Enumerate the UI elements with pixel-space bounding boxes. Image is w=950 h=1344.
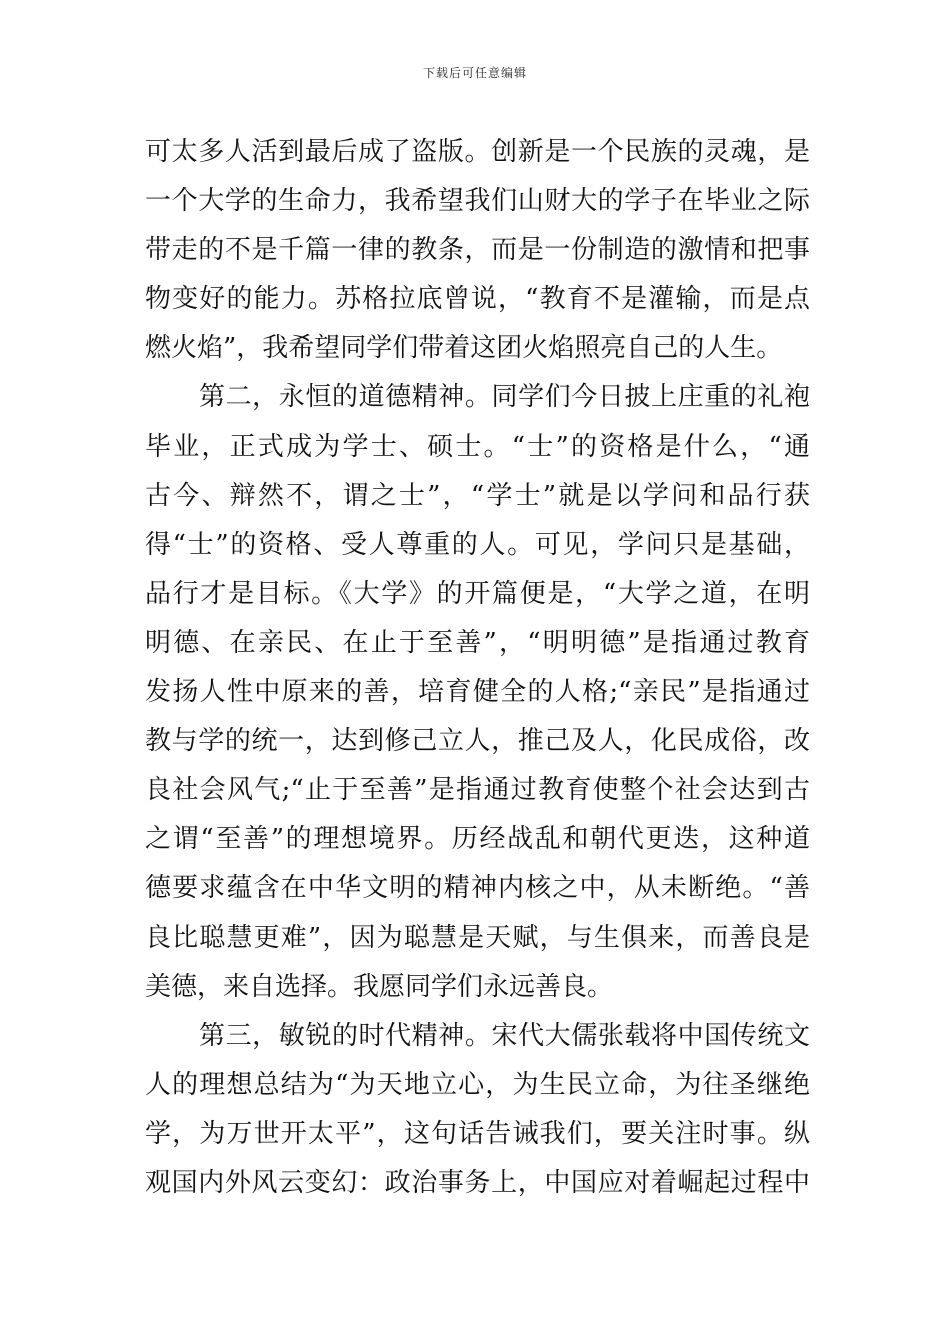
text-line: 观国内外风云变幻：政治事务上，中国应对着崛起过程中: [145, 1167, 810, 1198]
text-line: 之谓“至善”的理想境界。历经战乱和朝代更迭，这种道: [145, 824, 810, 855]
text-line: 人的理想总结为“为天地立心，为生民立命，为往圣继绝: [145, 1069, 810, 1100]
text-line: 教与学的统一，达到修己立人，推己及人，化民成俗，改: [145, 726, 810, 757]
text-line: 可太多人活到最后成了盗版。创新是一个民族的灵魂，是: [145, 137, 810, 167]
text-line: 品行才是目标。《大学》的开篇便是，“大学之道，在明: [145, 578, 810, 609]
text-line: 古今、辩然不，谓之士”，“学士”就是以学问和品行获: [145, 480, 810, 511]
text-line: 带走的不是千篇一律的教条，而是一份制造的激情和把事: [145, 235, 810, 266]
text-line: 美德，来自选择。我愿同学们永远善良。: [145, 971, 614, 1002]
body-text: [145, 128, 810, 1208]
text-line: 明德、在亲民、在止于至善”，“明明德”是指通过教育: [145, 627, 810, 658]
text-line: 学，为万世开太平”，这句话告诫我们，要关注时事。纵: [145, 1118, 810, 1149]
text-line: 物变好的能力。苏格拉底曾说，“教育不是灌输，而是点: [145, 284, 810, 315]
text-line: 良社会风气;“止于至善”是指通过教育使整个社会达到古: [145, 775, 810, 806]
text-line: 德要求蕴含在中华文明的精神内核之中，从未断绝。“善: [145, 873, 810, 904]
text-line: 毕业，正式成为学士、硕士。“士”的资格是什么，“通: [145, 431, 810, 462]
text-line: 发扬人性中原来的善，培育健全的人格;“亲民”是指通过: [145, 677, 810, 708]
text-line: 良比聪慧更难”，因为聪慧是天赋，与生俱来，而善良是: [145, 922, 810, 953]
page-header: 下载后可任意编辑: [422, 66, 527, 80]
text-line: 第三，敏锐的时代精神。宋代大儒张载将中国传统文: [199, 1020, 810, 1051]
text-line: 第二，永恒的道德精神。同学们今日披上庄重的礼袍: [199, 382, 810, 413]
text-line: 得“士”的资格、受人尊重的人。可见，学问只是基础，: [145, 529, 810, 560]
text-line: 一个大学的生命力，我希望我们山财大的学子在毕业之际: [145, 186, 810, 217]
text-line: 燃火焰”，我希望同学们带着这团火焰照亮自己的人生。: [145, 333, 783, 364]
